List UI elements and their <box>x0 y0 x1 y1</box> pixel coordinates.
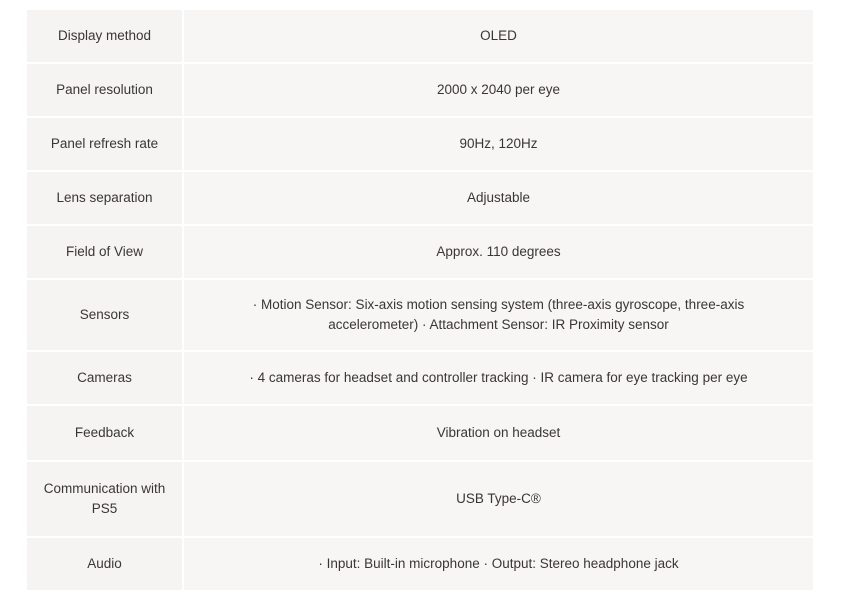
spec-label-cell <box>27 64 182 116</box>
spec-label-cell <box>27 118 182 170</box>
table-row <box>27 172 813 224</box>
table-row <box>27 118 813 170</box>
spec-value: Approx. 110 degrees <box>436 244 561 260</box>
spec-value: Adjustable <box>466 190 531 206</box>
spec-label: Panel refresh rate <box>50 136 159 152</box>
table-row <box>27 226 813 278</box>
spec-value-cell <box>184 226 813 278</box>
table-row <box>27 462 813 536</box>
table-row <box>27 352 813 404</box>
table-row <box>27 406 813 460</box>
spec-value: 90Hz, 120Hz <box>459 136 538 152</box>
spec-label-cell <box>27 172 182 224</box>
spec-value-cell <box>184 352 813 404</box>
spec-value: USB Type-C® <box>456 491 541 507</box>
spec-value: OLED <box>480 28 517 44</box>
spec-label: Panel resolution <box>56 82 153 98</box>
table-row <box>27 538 813 590</box>
spec-value-cell <box>184 64 813 116</box>
spec-value: · 4 cameras for headset and controller tracking · IR camera for eye tracking per eye <box>249 370 748 386</box>
spec-value: · Input: Built-in microphone · Output: Stereo headphone jack <box>318 556 679 572</box>
spec-value-cell <box>184 538 813 590</box>
spec-value-cell <box>184 406 813 460</box>
spec-label: Cameras <box>77 370 132 386</box>
spec-value: Vibration on headset <box>436 425 561 441</box>
table-row <box>27 280 813 350</box>
spec-label: Lens separation <box>56 190 153 206</box>
spec-value: · Motion Sensor: Six-axis motion sensing system (three-axis gyroscope, three-axis accelerometer) · Attachment Sensor: IR Proximity sensor <box>252 297 745 332</box>
spec-label-cell <box>27 352 182 404</box>
spec-label: Sensors <box>79 307 130 323</box>
spec-label-cell <box>27 226 182 278</box>
spec-label: Feedback <box>74 425 135 441</box>
spec-label-cell <box>27 280 182 350</box>
spec-table <box>27 10 813 592</box>
table-row <box>27 10 813 62</box>
spec-label-cell <box>27 406 182 460</box>
spec-value: 2000 x 2040 per eye <box>436 82 561 98</box>
spec-label: Field of View <box>65 244 144 260</box>
table-row <box>27 64 813 116</box>
spec-label: Audio <box>87 556 122 572</box>
spec-label-cell <box>27 10 182 62</box>
spec-value-cell <box>184 10 813 62</box>
spec-value-cell <box>184 280 813 350</box>
spec-value-cell <box>184 172 813 224</box>
spec-label-cell <box>27 538 182 590</box>
spec-label: Display method <box>57 28 152 44</box>
spec-label: Communication with PS5 <box>43 481 166 516</box>
spec-label-cell <box>27 462 182 536</box>
spec-value-cell <box>184 118 813 170</box>
spec-value-cell <box>184 462 813 536</box>
